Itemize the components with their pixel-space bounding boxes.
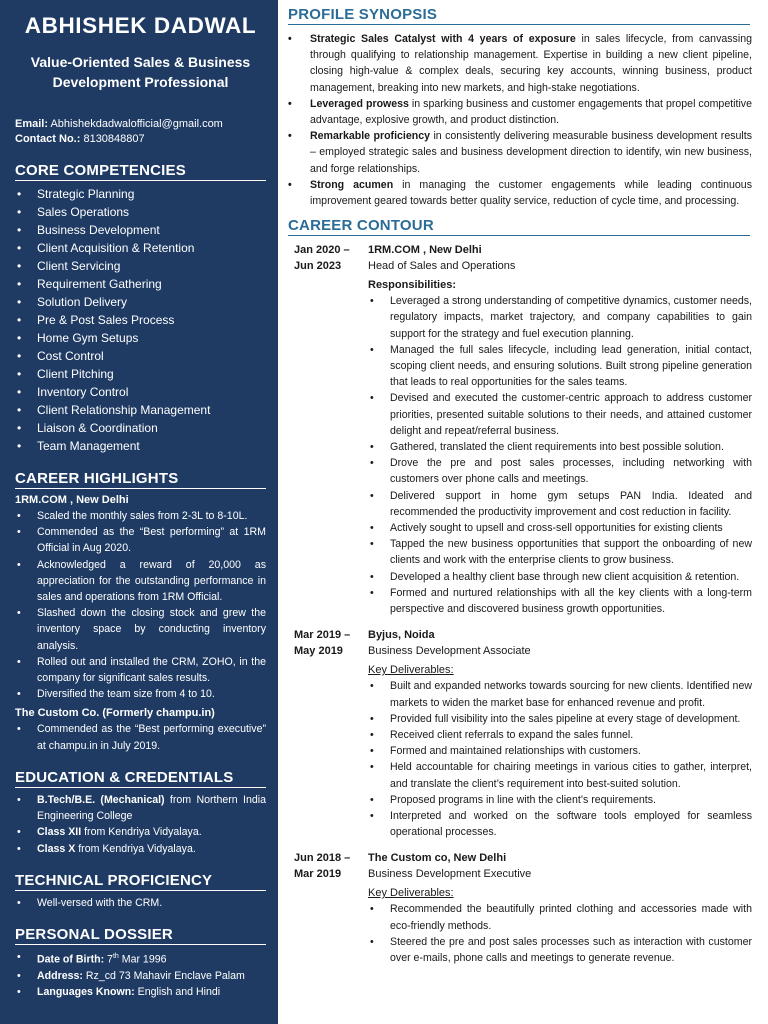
list-item: • Actively sought to upsell and cross-sell opportunities for existing clients (368, 520, 752, 536)
list-item: • Formed and nurtured relationships with all the key clients with a long-term perspective and discovered business growth opportunities. (368, 585, 752, 617)
list-item: • Leveraged a strong understanding of competitive dynamics, customer needs, regulatory impacts, market trajectory, and company capabilities to gain support for the strategy and fuel execution planning. (368, 293, 752, 342)
list-item: • Steered the pre and post sales processes such as interaction with customer over e-mails, phone calls and meetings to generate revenue. (368, 934, 752, 966)
career-contour-heading: CAREER CONTOUR (288, 217, 750, 236)
list-item: • Diversified the team size from 4 to 10. (15, 686, 266, 702)
list-item: • Slashed down the closing stock and grew the inventory space by conducting inventory analysis. (15, 605, 266, 654)
education-list (15, 792, 266, 857)
job-date: Jan 2020 – Jun 2023 (294, 244, 350, 273)
list-item: • Client Pitching (15, 365, 266, 383)
job-section-label: Key Deliverables: (368, 887, 454, 900)
highlights-company-2: The Custom Co. (Formerly champu.in) (15, 707, 215, 720)
list-item: • Home Gym Setups (15, 329, 266, 347)
job-entry (288, 850, 752, 966)
list-item (15, 792, 266, 825)
list-item: • Tapped the new business opportunities that support the onboarding of new clients and work with the enterprise clients to grow business. (368, 536, 752, 568)
sidebar (0, 0, 278, 1024)
list-item (288, 96, 752, 128)
synopsis-emphasis: Remarkable proficiency (310, 130, 431, 143)
list-item: • Commended as the “Best performing executive” at champu.in in July 2019. (15, 721, 266, 753)
list-item: • Well-versed with the CRM. (15, 895, 266, 911)
list-item: • Proposed programs in line with the client’s requirements. (368, 792, 752, 808)
languages-label: Languages Known: (37, 986, 135, 999)
list-item: • Recommended the beautifully printed clothing and accessories made with eco-friendly methods. (368, 901, 752, 933)
personal-list (15, 949, 266, 1000)
list-item: • Drove the pre and post sales processes, including networking with customers over phone calls and meetings. (368, 455, 752, 487)
list-item: • Sales Operations (15, 203, 266, 221)
education-institution: from Kendriya Vidyalaya. (75, 842, 196, 855)
list-item: • Devised and executed the customer-centric approach to address customer priorities, presented suitable solutions to their needs, and attained customer delight and repeat/referral business. (368, 390, 752, 439)
list-item (288, 31, 752, 96)
synopsis-emphasis: Strategic Sales Catalyst with 4 years of exposure (310, 33, 576, 45)
dob-label: Date of Birth: (37, 953, 105, 966)
list-item: • Rolled out and installed the CRM, ZOHO, in the company for significant sales results. (15, 654, 266, 686)
candidate-name: ABHISHEK DADWAL (24, 13, 257, 38)
list-item (15, 824, 266, 840)
job-section-label: Key Deliverables: (368, 664, 454, 677)
list-item: • Built and expanded networks towards sourcing for new clients. Identified new markets to widen the market base for enhanced revenue and profit. (368, 678, 752, 710)
job-date: Jun 2018 – Mar 2019 (294, 852, 351, 881)
list-item: • Developed a healthy client base through new client acquisition & retention. (368, 569, 752, 585)
synopsis-text: in consistently delivering measurable business development results – employed strategic sales and business development direction to identify, win new business, and forge relationships. (310, 130, 752, 175)
synopsis-text: in managing the customer engagements while leading continuous improvement geared towards better quality service, reduction of cycle time, and processing. (310, 178, 752, 208)
job-company: The Custom co, New Delhi (368, 852, 507, 865)
list-item: • Cost Control (15, 347, 266, 365)
phone-label: Contact No.: (15, 133, 81, 145)
technical-list (15, 895, 266, 911)
synopsis-text: in sparking business and customer engagements that propel competitive advantage, explosive growth, and product distinction. (310, 97, 752, 127)
job-duties-list (368, 293, 752, 617)
email-value: Abhishekdadwalofficial@gmail.com (50, 118, 223, 130)
education-degree: Class XII (37, 826, 82, 839)
list-item: • Managed the full sales lifecycle, including lead generation, initial contact, scoping client needs, and ensuring solutions. Built strong pipeline generation that leads to real opportunities for the sales teams. (368, 342, 752, 391)
synopsis-text: in sales lifecycle, from canvassing through qualifying to relationship management. Expertise in building a new client pipeline, closing high-value & complex deals, securing key accounts, winning business, product management, breaking into new markets, and high-stake negotiations. (310, 33, 752, 94)
job-body (368, 242, 752, 617)
list-item: • Liaison & Coordination (15, 419, 266, 437)
profile-synopsis-list (288, 31, 752, 209)
list-item (288, 128, 752, 177)
list-item: • Scaled the monthly sales from 2-3L to 8-10L. (15, 508, 266, 524)
list-item: • Pre & Post Sales Process (15, 311, 266, 329)
address-item (15, 968, 266, 984)
list-item: • Requirement Gathering (15, 275, 266, 293)
address-label: Address: (37, 970, 83, 983)
education-degree: Class X (37, 842, 76, 855)
job-body (368, 627, 752, 840)
job-section-label: Responsibilities: (368, 279, 457, 292)
job-entry (288, 627, 752, 840)
list-item: • Commended as the “Best performing” at 1RM Official in Aug 2020. (15, 524, 266, 556)
list-item: • Acknowledged a reward of 20,000 as appreciation for the outstanding performance in sales and operations from 1RM Official. (15, 557, 266, 606)
list-item: • Delivered support in home gym setups PAN India. Ideated and recommended the productivity improvement and cost reduction in facility. (368, 488, 752, 520)
highlights-list-2 (15, 721, 266, 753)
job-duties-list (368, 901, 752, 966)
phone-line (15, 132, 266, 147)
list-item: • Client Relationship Management (15, 401, 266, 419)
job-body (368, 850, 752, 966)
career-highlights-heading: CAREER HIGHLIGHTS (15, 470, 266, 489)
job-company: 1RM.COM , New Delhi (368, 244, 482, 257)
list-item: • Received client referrals to expand the sales funnel. (368, 727, 752, 743)
address-value: Rz_cd 73 Mahavir Enclave Palam (85, 970, 245, 983)
list-item: • Client Acquisition & Retention (15, 239, 266, 257)
technical-heading: TECHNICAL PROFICIENCY (15, 872, 266, 891)
dob-item (15, 949, 266, 968)
personal-heading: PERSONAL DOSSIER (15, 926, 266, 945)
list-item: • Provided full visibility into the sales pipeline at every stage of development. (368, 711, 752, 727)
education-institution: from Kendriya Vidyalaya. (81, 826, 202, 839)
list-item: • Solution Delivery (15, 293, 266, 311)
candidate-tagline: Value-Oriented Sales & Business Development Professional (30, 54, 251, 90)
list-item: • Held accountable for chairing meetings in various cities to gather, interpret, and translate the client’s requirement into best-suited solution. (368, 759, 752, 791)
job-date: Mar 2019 – May 2019 (294, 629, 351, 658)
job-role: Business Development Associate (368, 645, 531, 658)
education-heading: EDUCATION & CREDENTIALS (15, 769, 266, 788)
list-item: • Team Management (15, 437, 266, 455)
languages-item (15, 984, 266, 1000)
main-content (288, 6, 752, 966)
job-duties-list (368, 678, 752, 840)
synopsis-emphasis: Strong acumen (310, 178, 394, 191)
list-item: • Formed and maintained relationships with customers. (368, 743, 752, 759)
list-item: • Business Development (15, 221, 266, 239)
highlights-company-1: 1RM.COM , New Delhi (15, 494, 129, 506)
core-competencies-heading: CORE COMPETENCIES (15, 162, 266, 181)
list-item (15, 841, 266, 857)
list-item: • Interpreted and worked on the software tools employed for seamless operational processes. (368, 808, 752, 840)
list-item (288, 177, 752, 209)
email-line (15, 117, 266, 132)
highlights-list-1 (15, 508, 266, 702)
list-item: • Strategic Planning (15, 185, 266, 203)
profile-synopsis-heading: PROFILE SYNOPSIS (288, 6, 750, 25)
contact-block (15, 117, 266, 147)
dob-rest: Mar 1996 (118, 953, 167, 966)
job-role: Business Development Executive (368, 868, 532, 881)
email-label: Email: (15, 118, 49, 130)
job-company: Byjus, Noida (368, 629, 435, 642)
education-institution: from Northern India Engineering College (37, 793, 266, 823)
dob-day: 7 (107, 953, 113, 966)
dob-suffix: th (112, 953, 119, 961)
synopsis-emphasis: Leveraged prowess (310, 97, 409, 110)
phone-value: 8130848807 (83, 133, 145, 145)
list-item: • Inventory Control (15, 383, 266, 401)
languages-value: English and Hindi (137, 986, 221, 999)
job-role: Head of Sales and Operations (368, 260, 516, 273)
education-degree: B.Tech/B.E. (Mechanical) (37, 793, 165, 806)
list-item: • Client Servicing (15, 257, 266, 275)
core-competencies-list (15, 185, 266, 455)
job-entry (288, 242, 752, 617)
list-item: • Gathered, translated the client requirements into best possible solution. (368, 439, 752, 455)
